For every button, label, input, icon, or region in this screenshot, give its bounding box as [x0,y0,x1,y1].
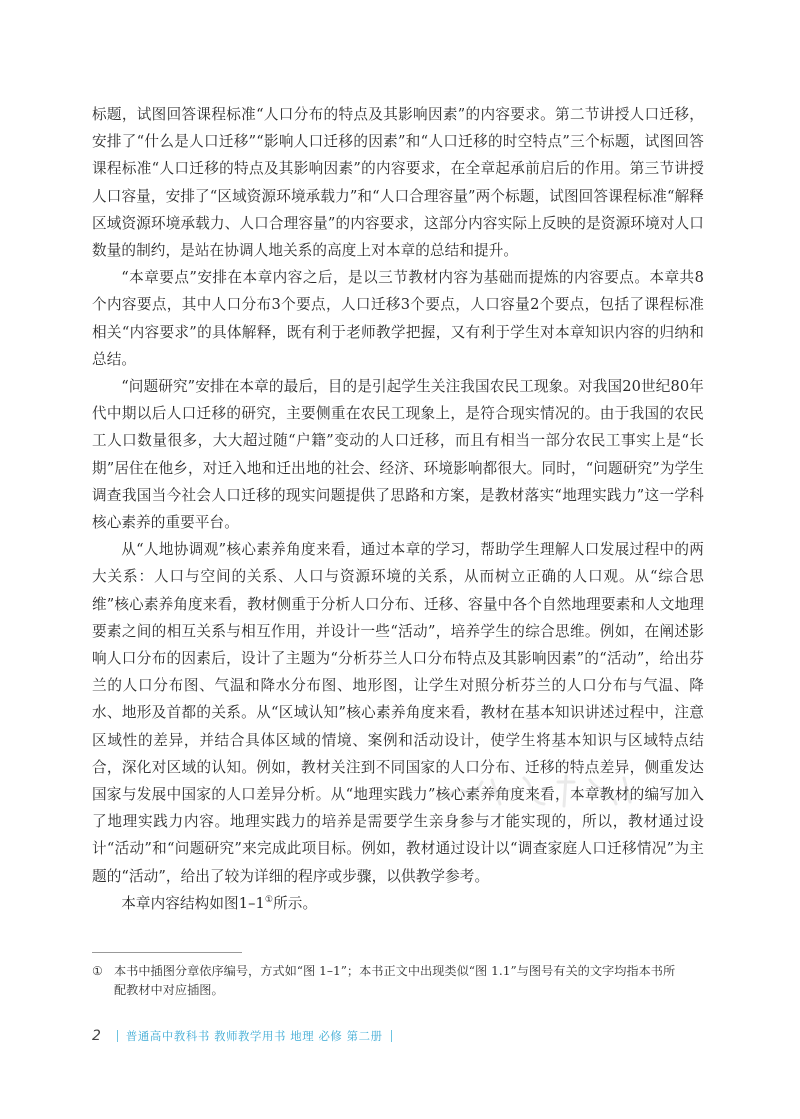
paragraph-4: 从“人地协调观”核心素养角度来看，通过本章的学习，帮助学生理解人口发展过程中的两大关系：人口与空间的关系、人口与资源环境的关系，从而树立正确的人口观。从“综合思维”核心素养角度来看，教材侧重于分析人口分布、迁移、容量中各个自然地理要素和人文地理要素之间的相互关系与相互作用，并设计一些“活动”，培养学生的综合思维。例如，在阐述影响人口分布的因素后，设计了主题为“分析芬兰人口分布特点及其影响因素”的“活动”，给出芬兰的人口分布图、气温和降水分布图、地形图，让学生对照分析芬兰的人口分布与气温、降水、地形及首都的关系。从“区域认知”核心素养角度来看，教材在基本知识讲述过程中，注意区域性的差异，并结合具体区域的情境、案例和活动设计，使学生将基本知识与区域特点结合，深化对区域的认知。例如，教材关注到不同国家的人口分布、迁移的特点差异，侧重发达国家与发展中国家的人口差异分析。从“地理实践力”核心素养角度来看，本章教材的编写加入了地理实践力内容。地理实践力的培养是需要学生亲身参与才能实现的，所以，教材通过设计“活动”和“问题研究”来完成此项目标。例如，教材通过设计以“调查家庭人口迁移情况”为主题的“活动”，给出了较为详细的程序或步骤，以供教学参考。 [92,541,704,885]
footnote-reference-mark: ① [264,895,274,906]
figure-reference-tail: 所示。 [273,894,318,912]
paragraph-1: 标题，试图回答课程标准“人口分布的特点及其影响因素”的内容要求。第二节讲授人口迁移，安排了“什么是人口迁移”“影响人口迁移的因素”和“人口迁移的时空特点”三个标题，试图回答课程标准“人口迁移的特点及其影响因素”的内容要求，在全章起承前启后的作用。第三节讲授人口容量，安排了“区域资源环境承载力”和“人口合理容量”两个标题，试图回答课程标准“解释区域资源环境承载力、人口合理容量”的内容要求，这部分内容实际上反映的是资源环境对人口数量的制约，是站在协调人地关系的高度上对本章的总结和提升。 [92,106,704,260]
figure-reference-text: 本章内容结构如图1–1 [121,894,265,912]
paragraph-2: “本章要点”安排在本章内容之后，是以三节教材内容为基础而提炼的内容要点。本章共8个内容要点，其中人口分布3个要点，人口迁移3个要点，人口容量2个要点，包括了课程标准相关“内容要求”的具体解释，既有利于老师教学把握，又有利于学生对本章知识内容的归纳和总结。 [92,269,704,368]
footnote-divider [92,952,242,953]
footnote [92,962,704,1000]
page-footer [92,1026,392,1046]
faint-watermark [440,768,640,812]
footnote-line-1: 本书中插图分章依序编号，方式如“图 1–1”；本书正文中出现类似“图 1.1”与图号有关的文字均指本书所 [114,964,676,978]
page-number: 2 [92,1028,101,1044]
paragraph-5 [92,890,704,917]
footnote-mark: ① [92,964,103,978]
paragraph-3: “问题研究”安排在本章的最后，目的是引起学生关注我国农民工现象。对我国20世纪80年代中期以后人口迁移的研究，主要侧重在农民工现象上，是符合现实情况的。由于我国的农民工人口数量很多，大大超过随“户籍”变动的人口迁移，而且有相当一部分农民工事实上是“长期”居住在他乡，对迁入地和迁出地的社会、经济、环境影响都很大。同时，“问题研究”为学生调查我国当今社会人口迁移的现实问题提供了思路和方案，是教材落实“地理实践力”这一学科核心素养的重要平台。 [92,378,704,532]
footnote-line-2: 配教材中对应插图。 [114,983,224,997]
footer-divider [117,1030,118,1042]
footer-divider-end [391,1030,392,1042]
footer-series-title: 普通高中教科书 教师教学用书 地理 必修 第二册 [125,1029,383,1043]
